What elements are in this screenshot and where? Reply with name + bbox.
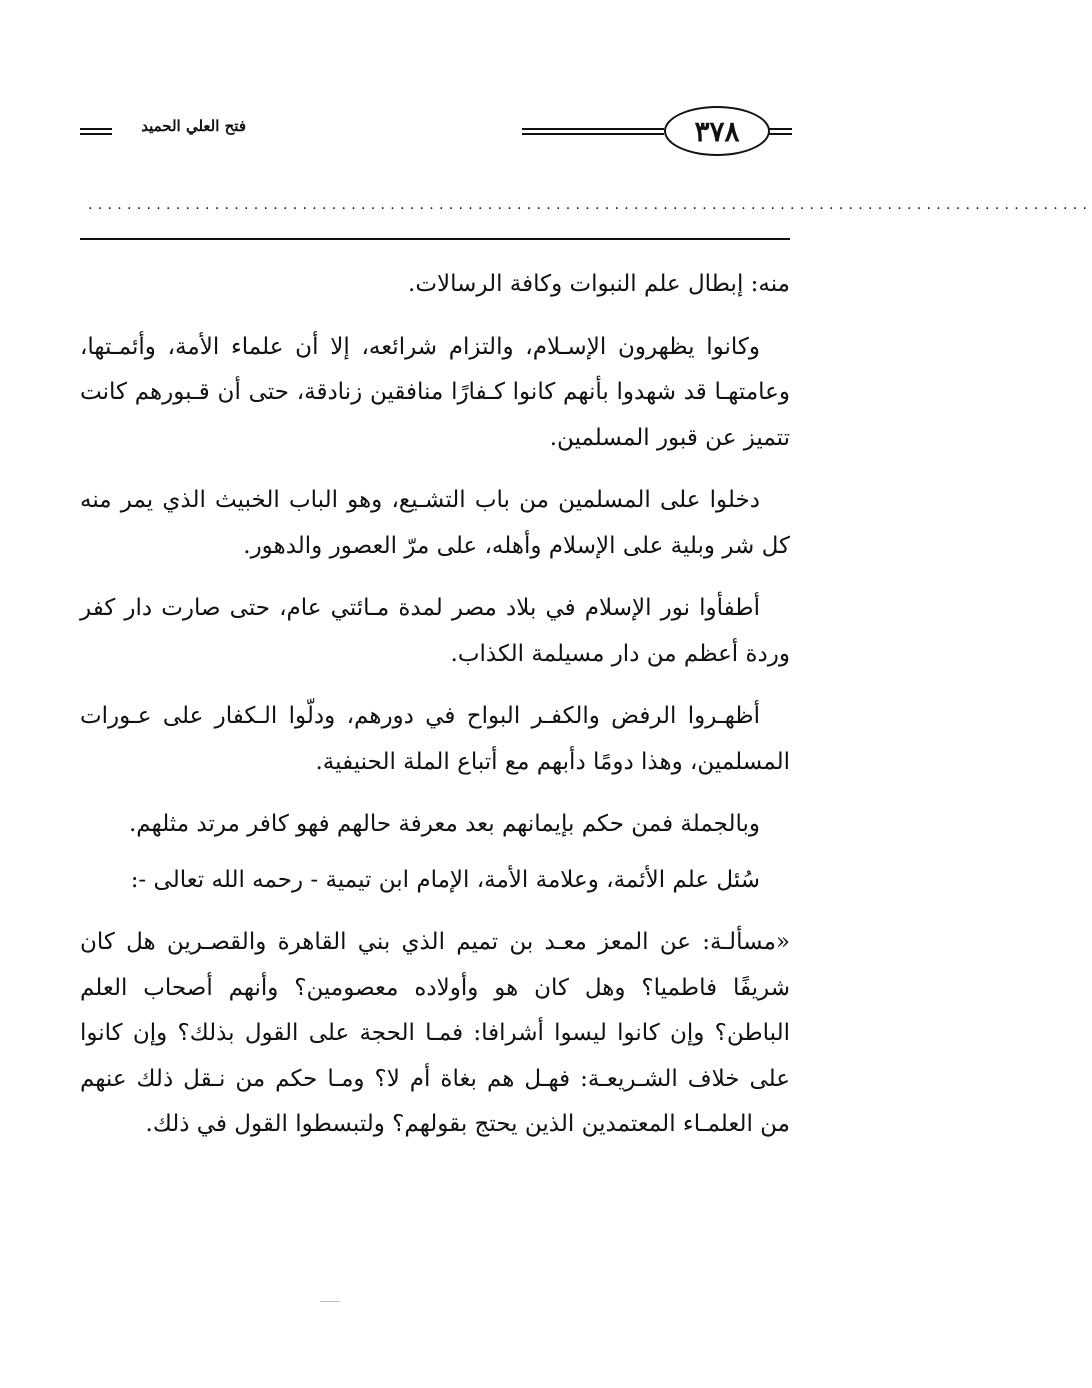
page-number: ٣٧٨ xyxy=(664,106,770,156)
page-body xyxy=(80,262,790,1148)
book-title: فتح العلي الحميد xyxy=(141,117,246,135)
paragraph: وبالجملة فمن حكم بإيمانهم بعد معرفة حالهم فهو كافر مرتد مثلهم. xyxy=(128,811,760,837)
page-mark xyxy=(320,1301,340,1302)
paragraph: أظهـروا الرفض والكفـر البواح في دورهم، ودلّوا الـكفار على عـورات المسلمين، وهذا دومًا دأبهم مع أتباع الملة الحنيفية. xyxy=(80,703,790,775)
paragraph: سُئل علم الأئمة، وعلامة الأمة، الإمام ابن تيمية - رحمه الله تعالى -: xyxy=(130,866,760,893)
paragraph: وكانوا يظهرون الإسـلام، والتزام شرائعه، إلا أن علماء الأمة، وأئمـتها، وعامتهـا قد شهدوا بأنهم كانوا كـفارًا منافقين زنادقة، حتى أن قـبورهم كانت تتميز عن قبور المسلمين. xyxy=(80,333,790,451)
paragraph: أطفأوا نور الإسلام في بلاد مصر لمدة مـائتي عام، حتى صارت دار كفر وردة أعظم من دار مسيلمة الكذاب. xyxy=(80,595,790,667)
header-rule-left xyxy=(80,128,112,135)
header-rule-middle xyxy=(522,128,664,135)
dotted-separator: ....................................................................................................... xyxy=(88,197,1092,213)
header-rule-right xyxy=(768,128,792,135)
header-divider xyxy=(80,238,790,240)
quoted-question: «مسألـة: عن المعز معـد بن تميم الذي بني القاهرة والقصـرين هل كان شريفًا فاطميا؟ وهل كان هو وأولاده معصومين؟ وأنهم أصحاب العلم الباطن؟ وإن كانوا ليسوا أشرافا: فمـا الحجة على القول بذلك؟ وإن كانوا على خلاف الشـريعـة: فهـل هم بغاة أم لا؟ ومـا حكم من نـقل ذلك عنهم من العلمـاء المعتمدين الذين يحتج بقولهم؟ ولتبسطوا القول في ذلك. xyxy=(80,929,790,1137)
page-header xyxy=(0,100,879,160)
paragraph: دخلوا على المسلمين من باب التشـيع، وهو الباب الخبيث الذي يمر منه كل شر وبلية على الإسلام وأهله، على مرّ العصور والدهور. xyxy=(80,487,790,559)
paragraph: منه: إبطال علم النبوات وكافة الرسالات. xyxy=(408,271,790,297)
